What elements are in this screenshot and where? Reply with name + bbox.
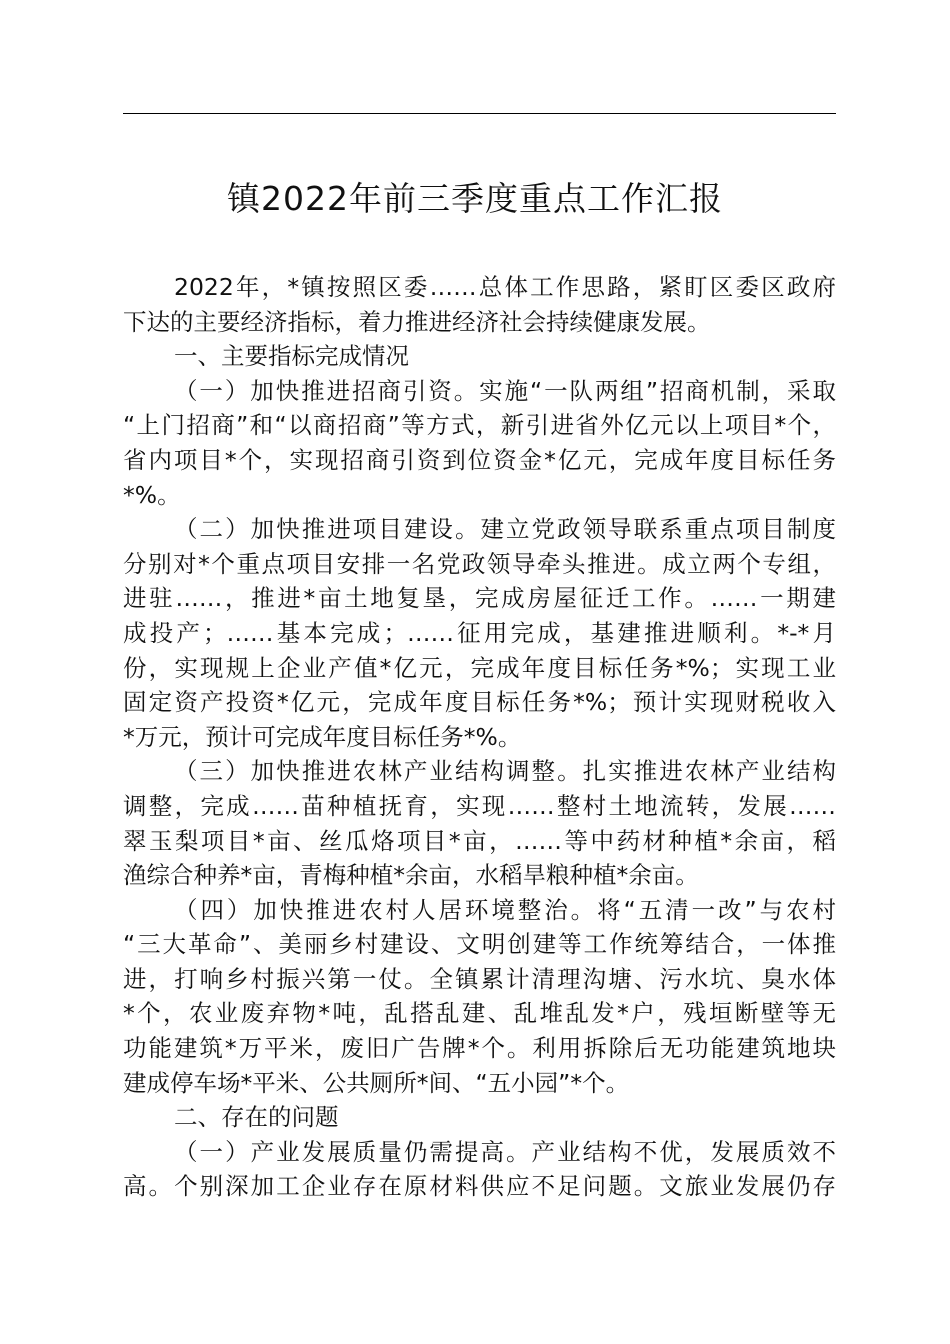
paragraph-line: *个，农业废弃物*吨，乱搭乱建、乱堆乱发*户，残垣断壁等无 <box>123 999 836 1028</box>
paragraph-line: 进驻……，推进*亩土地复垦，完成房屋征迁工作。……一期建 <box>123 584 836 613</box>
paragraph-line: 建成停车场*平米、公共厕所*间、“五小园”*个。 <box>123 1068 630 1097</box>
paragraph-line: 2022年，*镇按照区委……总体工作思路，紧盯区委区政府 <box>174 273 836 301</box>
paragraph-line: （一）加快推进招商引资。实施“一队两组”招商机制，采取 <box>174 376 836 405</box>
paragraph-line: 份，实现规上企业产值*亿元，完成年度目标任务*%；实现工业 <box>123 653 836 682</box>
paragraph-line: 固定资产投资*亿元，完成年度目标任务*%；预计实现财税收入 <box>123 688 836 717</box>
section-heading: 一、主要指标完成情况 <box>174 342 409 371</box>
paragraph-line: 功能建筑*万平米，废旧广告牌*个。利用拆除后无功能建筑地块 <box>123 1034 836 1063</box>
paragraph-line: 翠玉梨项目*亩、丝瓜烙项目*亩，……等中药材种植*余亩，稻 <box>123 826 836 855</box>
paragraph-line: 成投产；……基本完成；……征用完成，基建推进顺利。*-*月 <box>123 618 836 647</box>
paragraph-line: *%。 <box>123 480 181 509</box>
header-rule <box>123 113 836 114</box>
paragraph-line: “三大革命”、美丽乡村建设、文明创建等工作统筹结合，一体推 <box>123 930 836 959</box>
paragraph-line: （二）加快推进项目建设。建立党政领导联系重点项目制度 <box>174 515 836 544</box>
section-heading: 二、存在的问题 <box>174 1103 339 1132</box>
paragraph-line: 调整，完成……苗种植抚育，实现……整村土地流转，发展…… <box>123 791 836 820</box>
paragraph-line: 高。个别深加工企业存在原材料供应不足问题。文旅业发展仍存 <box>123 1172 836 1201</box>
paragraph-line: *万元，预计可完成年度目标任务*%。 <box>123 722 522 751</box>
paragraph-line: 渔综合种养*亩，青梅种植*余亩，水稻旱粮种植*余亩。 <box>123 861 699 890</box>
document-body <box>123 270 836 1204</box>
document-title: 镇2022年前三季度重点工作汇报 <box>227 179 723 218</box>
paragraph-line: 下达的主要经济指标，着力推进经济社会持续健康发展。 <box>123 307 711 336</box>
paragraph-line: 省内项目*个，实现招商引资到位资金*亿元，完成年度目标任务 <box>123 445 836 474</box>
paragraph-line: （一）产业发展质量仍需提高。产业结构不优，发展质效不 <box>174 1137 836 1166</box>
paragraph-line: （四）加快推进农村人居环境整治。将“五清一改”与农村 <box>174 895 836 924</box>
paragraph-line: “上门招商”和“以商招商”等方式，新引进省外亿元以上项目*个， <box>123 411 836 440</box>
paragraph-line: 分别对*个重点项目安排一名党政领导牵头推进。成立两个专组， <box>123 549 836 578</box>
paragraph-line: 进，打响乡村振兴第一仗。全镇累计清理沟塘、污水坑、臭水体 <box>123 964 836 993</box>
paragraph-line: （三）加快推进农林产业结构调整。扎实推进农林产业结构 <box>174 757 836 786</box>
